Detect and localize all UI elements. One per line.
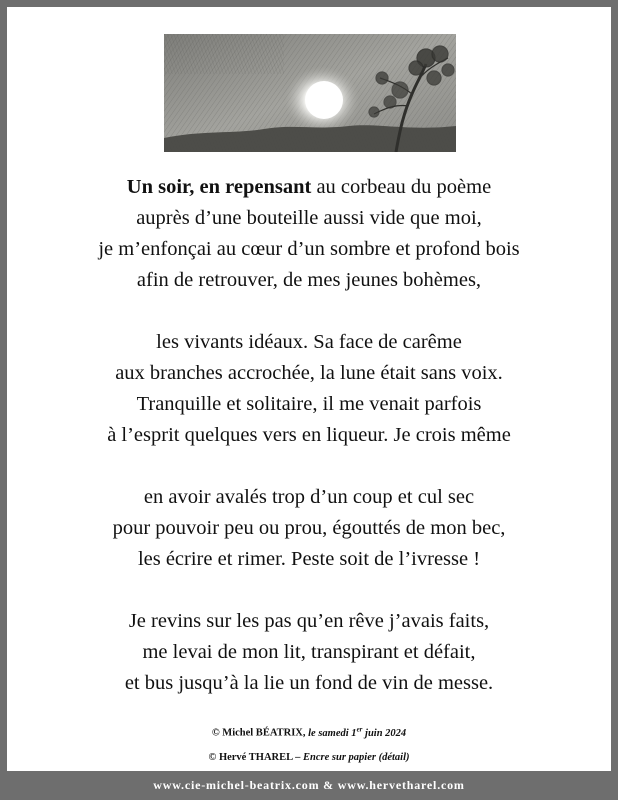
moon-branches-illustration (164, 34, 456, 152)
credits (7, 717, 611, 770)
credit-author: © Michel BÉATRIX, le samedi 1er juin 2024 (211, 725, 407, 739)
stanza-1 (7, 172, 611, 296)
credit-work: Encre sur papier (détail) (303, 751, 410, 763)
moon (305, 81, 343, 119)
credit-date: le samedi 1er juin 2024 (308, 725, 407, 739)
poem-line: en avoir avalés trop d’un coup et cul sec (143, 486, 475, 508)
footer-links[interactable]: www.cie-michel-beatrix.com & www.hervetharel.com (153, 778, 465, 792)
poem-line: les vivants idéaux. Sa face de carême (156, 331, 462, 353)
poem-line: je m’enfonçai au cœur d’un sombre et profond bois (98, 238, 520, 260)
poem-line: pour pouvoir peu ou prou, égouttés de mon bec, (112, 517, 506, 539)
poem-line: me levai de mon lit, transpirant et défait, (142, 641, 476, 663)
poem-line: à l’esprit quelques vers en liqueur. Je crois même (107, 424, 511, 446)
stanza-4 (7, 606, 611, 699)
footer-bar (0, 771, 618, 800)
poem-line: Je revins sur les pas qu’en rêve j’avais faits, (128, 610, 490, 632)
poem-line: auprès d’une bouteille aussi vide que moi, (136, 207, 482, 229)
poem-line: Un soir, en repensant au corbeau du poème (126, 176, 492, 198)
poem (7, 172, 611, 730)
stanza-2 (7, 327, 611, 451)
poem-line: et bus jusqu’à la lie un fond de vin de messe. (124, 672, 494, 694)
poem-line: afin de retrouver, de mes jeunes bohèmes, (136, 269, 482, 291)
poem-line: Tranquille et solitaire, il me venait parfois (136, 393, 482, 415)
ink-drawing (164, 34, 456, 152)
poem-incipit-bold: Un soir, en repensant (126, 176, 312, 198)
stanza-3 (7, 482, 611, 575)
poem-line: aux branches accrochée, la lune était sans voix. (115, 362, 503, 384)
credit-artist: © Hervé THAREL – Encre sur papier (détail) (208, 751, 410, 763)
poem-line: les écrire et rimer. Peste soit de l’ivresse ! (137, 548, 481, 570)
